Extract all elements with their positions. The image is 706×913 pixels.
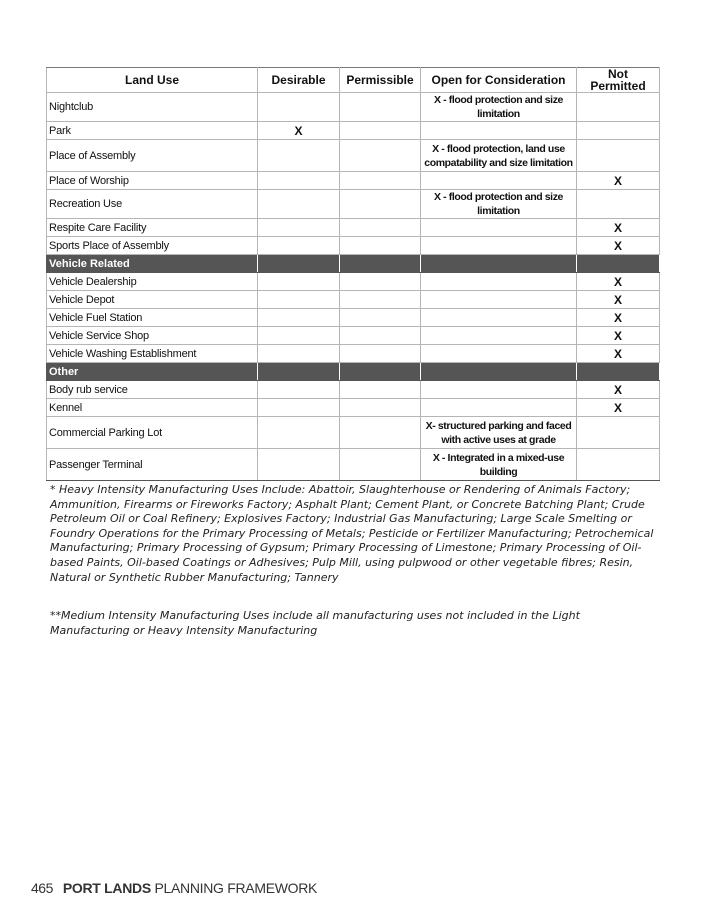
land-use-cell: Nightclub xyxy=(47,93,258,122)
permissible-cell xyxy=(340,449,421,481)
table-row xyxy=(47,172,660,190)
not-permitted-cell xyxy=(577,122,660,140)
table-row xyxy=(47,140,660,172)
table-row xyxy=(47,93,660,122)
section-label: Other xyxy=(47,363,258,381)
desirable-cell xyxy=(258,449,340,481)
medium-manufacturing-note: **Medium Intensity Manufacturing Uses include all manufacturing uses not included in the Light Manufacturing or Heavy Intensity Manufacturing xyxy=(50,609,580,637)
permissible-cell xyxy=(340,417,421,449)
desirable-cell xyxy=(258,327,340,345)
land-use-cell: Passenger Terminal xyxy=(47,449,258,481)
not-permitted-cell xyxy=(577,449,660,481)
open-consideration-cell: X - Integrated in a mixed-use building xyxy=(421,449,577,481)
section-empty-cell xyxy=(421,363,577,381)
desirable-cell xyxy=(258,381,340,399)
open-consideration-cell: X - flood protection, land use compatability and size limitation xyxy=(421,140,577,172)
open-consideration-cell xyxy=(421,237,577,255)
footer-brand: PORT LANDS xyxy=(62,880,151,896)
open-consideration-cell xyxy=(421,399,577,417)
open-consideration-cell: X - flood protection and size limitation xyxy=(421,93,577,122)
land-use-cell: Vehicle Service Shop xyxy=(47,327,258,345)
table-row xyxy=(47,309,660,327)
permissible-cell xyxy=(340,345,421,363)
land-use-cell: Commercial Parking Lot xyxy=(47,417,258,449)
section-header-row xyxy=(47,255,660,273)
land-use-cell: Vehicle Dealership xyxy=(47,273,258,291)
not-permitted-cell xyxy=(577,140,660,172)
table-row xyxy=(47,190,660,219)
desirable-cell xyxy=(258,219,340,237)
land-use-cell: Respite Care Facility xyxy=(47,219,258,237)
table-row xyxy=(47,381,660,399)
section-empty-cell xyxy=(421,255,577,273)
permissible-cell xyxy=(340,327,421,345)
desirable-cell xyxy=(258,237,340,255)
permissible-cell xyxy=(340,381,421,399)
table-row xyxy=(47,399,660,417)
not-permitted-cell: X xyxy=(577,309,660,327)
open-consideration-cell xyxy=(421,122,577,140)
desirable-cell xyxy=(258,309,340,327)
table-row xyxy=(47,417,660,449)
desirable-cell xyxy=(258,273,340,291)
section-empty-cell xyxy=(577,255,660,273)
table-row xyxy=(47,219,660,237)
table-row xyxy=(47,345,660,363)
open-consideration-cell xyxy=(421,345,577,363)
desirable-cell xyxy=(258,345,340,363)
open-consideration-cell xyxy=(421,309,577,327)
section-header-row xyxy=(47,363,660,381)
open-consideration-cell xyxy=(421,291,577,309)
permissible-cell xyxy=(340,93,421,122)
footer-title: PLANNING FRAMEWORK xyxy=(150,880,318,896)
land-use-cell: Vehicle Washing Establishment xyxy=(47,345,258,363)
not-permitted-cell xyxy=(577,190,660,219)
land-use-cell: Vehicle Fuel Station xyxy=(47,309,258,327)
not-permitted-cell: X xyxy=(577,399,660,417)
open-consideration-cell: X- structured parking and faced with active uses at grade xyxy=(421,417,577,449)
land-use-table xyxy=(46,67,660,481)
land-use-cell: Park xyxy=(47,122,258,140)
desirable-cell xyxy=(258,417,340,449)
page-number: 465 xyxy=(31,880,53,896)
not-permitted-cell: X xyxy=(577,172,660,190)
land-use-cell: Recreation Use xyxy=(47,190,258,219)
open-consideration-cell xyxy=(421,273,577,291)
desirable-cell xyxy=(258,140,340,172)
open-consideration-cell xyxy=(421,327,577,345)
open-consideration-cell: X - flood protection and size limitation xyxy=(421,190,577,219)
open-consideration-cell xyxy=(421,381,577,399)
permissible-cell xyxy=(340,273,421,291)
desirable-cell xyxy=(258,291,340,309)
heavy-manufacturing-note: * Heavy Intensity Manufacturing Uses Include: Abattoir, Slaughterhouse or Rendering of Animals Factory; Ammunition, Firearms or Fireworks Factory; Asphalt Plant; Cement Plant, or Concrete Batching Plant; Crude Petroleum Oil or Coal Refinery; Explosives Factory; Industrial Gas Manufacturing; Large Scale Smelting or Foundry Operations for the Primary Processing of Metals; Pesticide or Fertilizer Manufacturing; Petrochemical Manufacturing; Primary Processing of Gypsum; Primary Processing of Limestone; Primary Processing of Oil-based Paints, Oil-based Coatings or Adhesives; Pulp Mill, using pulpwood or other vegetable fibres; Resin, Natural or Synthetic Rubber Manufacturing; Tannery xyxy=(50,483,654,584)
land-use-cell: Kennel xyxy=(47,399,258,417)
table-row xyxy=(47,327,660,345)
section-empty-cell xyxy=(258,363,340,381)
table-row xyxy=(47,237,660,255)
permissible-cell xyxy=(340,140,421,172)
not-permitted-cell: X xyxy=(577,327,660,345)
not-permitted-cell xyxy=(577,417,660,449)
page-footer xyxy=(31,880,317,896)
header-desirable: Desirable xyxy=(258,68,340,93)
permissible-cell xyxy=(340,172,421,190)
section-empty-cell xyxy=(258,255,340,273)
header-not-permitted: Not Permitted xyxy=(577,68,660,93)
table-row xyxy=(47,449,660,481)
permissible-cell xyxy=(340,190,421,219)
permissible-cell xyxy=(340,219,421,237)
land-use-cell: Sports Place of Assembly xyxy=(47,237,258,255)
permissible-cell xyxy=(340,291,421,309)
not-permitted-cell: X xyxy=(577,345,660,363)
section-empty-cell xyxy=(577,363,660,381)
section-empty-cell xyxy=(340,363,421,381)
not-permitted-cell: X xyxy=(577,237,660,255)
desirable-cell: X xyxy=(258,122,340,140)
table-header-row xyxy=(47,68,660,93)
header-land-use: Land Use xyxy=(47,68,258,93)
not-permitted-cell xyxy=(577,93,660,122)
not-permitted-cell: X xyxy=(577,219,660,237)
land-use-cell: Place of Assembly xyxy=(47,140,258,172)
header-permissible: Permissible xyxy=(340,68,421,93)
table-row xyxy=(47,273,660,291)
land-use-cell: Vehicle Depot xyxy=(47,291,258,309)
desirable-cell xyxy=(258,399,340,417)
not-permitted-cell: X xyxy=(577,381,660,399)
desirable-cell xyxy=(258,93,340,122)
section-label: Vehicle Related xyxy=(47,255,258,273)
permissible-cell xyxy=(340,237,421,255)
permissible-cell xyxy=(340,122,421,140)
table-row xyxy=(47,122,660,140)
not-permitted-cell: X xyxy=(577,273,660,291)
permissible-cell xyxy=(340,399,421,417)
desirable-cell xyxy=(258,172,340,190)
not-permitted-cell: X xyxy=(577,291,660,309)
land-use-cell: Body rub service xyxy=(47,381,258,399)
desirable-cell xyxy=(258,190,340,219)
table-body xyxy=(47,93,660,481)
permissible-cell xyxy=(340,309,421,327)
section-empty-cell xyxy=(340,255,421,273)
open-consideration-cell xyxy=(421,219,577,237)
open-consideration-cell xyxy=(421,172,577,190)
header-open-for-consideration: Open for Consideration xyxy=(421,68,577,93)
table-row xyxy=(47,291,660,309)
land-use-table-wrapper xyxy=(46,67,659,481)
land-use-cell: Place of Worship xyxy=(47,172,258,190)
